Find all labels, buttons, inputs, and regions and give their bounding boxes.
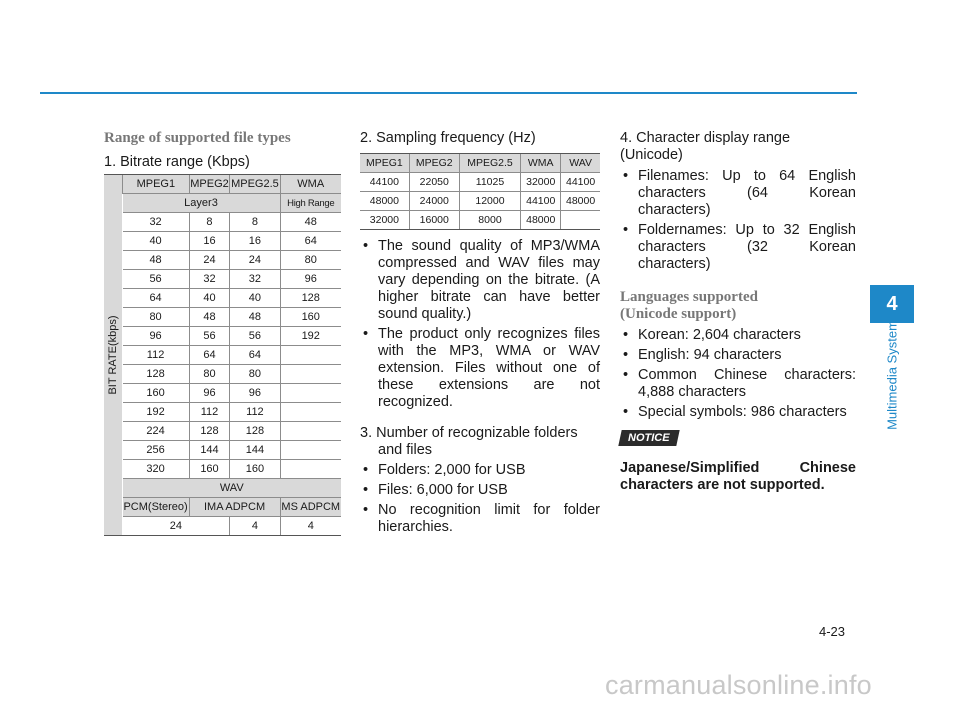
- wav-header-cell: PCM(Stereo): [123, 498, 190, 517]
- table-row: [104, 365, 341, 384]
- bitrate-cell: 80: [230, 365, 280, 384]
- bitrate-table-wrap: [104, 174, 341, 536]
- bitrate-cell: [280, 346, 341, 365]
- sampling-notes-list: [360, 238, 600, 411]
- high-range-label: High Range: [280, 194, 341, 213]
- table-row: [104, 251, 341, 270]
- table-row: [104, 270, 341, 289]
- table-row: [104, 403, 341, 422]
- bitrate-cell: 8: [189, 213, 230, 232]
- table-row: [360, 211, 600, 230]
- bitrate-cell: 32: [189, 270, 230, 289]
- sampling-cell: 16000: [409, 211, 459, 230]
- table-row: [104, 422, 341, 441]
- bitrate-cell: 56: [123, 270, 190, 289]
- bitrate-cell: 160: [280, 308, 341, 327]
- list-item: • Common Chinese characters: 4,888 characters: [620, 367, 856, 401]
- wav-value-cell: 24: [123, 517, 230, 536]
- column-characters: [620, 130, 856, 494]
- bitrate-cell: 48: [189, 308, 230, 327]
- folders-title-line2: and files: [378, 442, 433, 458]
- layer-label: Layer3: [123, 194, 281, 213]
- bitrate-cell: 24: [189, 251, 230, 270]
- column-sampling: [360, 130, 600, 539]
- bitrate-cell: 48: [230, 308, 280, 327]
- sampling-cell: 48000: [360, 192, 409, 211]
- bitrate-header-cell: MPEG2.5: [230, 175, 280, 194]
- list-item: • Special symbols: 986 characters: [620, 404, 856, 421]
- bitrate-header-cell: MPEG1: [123, 175, 190, 194]
- table-row: [104, 327, 341, 346]
- bitrate-cell: 40: [230, 289, 280, 308]
- sampling-header-row: [360, 154, 600, 173]
- languages-list: [620, 327, 856, 421]
- sampling-cell: 8000: [459, 211, 521, 230]
- bitrate-cell: [280, 460, 341, 479]
- wav-header-row: [104, 498, 341, 517]
- chapter-title: Multimedia System: [884, 320, 900, 430]
- bitrate-cell: 24: [230, 251, 280, 270]
- notice-text: Japanese/Simplified Chinese characters are not supported.: [620, 460, 856, 493]
- page-number: 4-23: [819, 624, 846, 639]
- bitrate-cell: 64: [123, 289, 190, 308]
- sampling-cell: 32000: [521, 173, 561, 192]
- bitrate-cell: 56: [230, 327, 280, 346]
- bitrate-cell: 96: [123, 327, 190, 346]
- bitrate-cell: 48: [280, 213, 341, 232]
- sampling-table: [360, 153, 600, 230]
- wav-header-cell: IMA ADPCM: [189, 498, 280, 517]
- bitrate-cell: 64: [189, 346, 230, 365]
- notice-badge: [618, 430, 679, 446]
- bitrate-header-cell: WMA: [280, 175, 341, 194]
- bitrate-cell: 160: [189, 460, 230, 479]
- table-row: [104, 213, 341, 232]
- list-item: • The product only recognizes files with the MP3, WMA or WAV extension. Files without one of these extensions are not recognized.: [360, 326, 600, 411]
- folders-list: [360, 462, 600, 536]
- table-row: [360, 192, 600, 211]
- sampling-cell: [561, 211, 600, 230]
- bitrate-subtitle: 1. Bitrate range (Kbps): [104, 154, 250, 170]
- wav-value-cell: 4: [280, 517, 341, 536]
- bitrate-cell: 320: [123, 460, 190, 479]
- bitrate-side-label: BIT RATE(kbps): [107, 315, 119, 395]
- bitrate-cell: [280, 441, 341, 460]
- sampling-cell: 48000: [561, 192, 600, 211]
- bitrate-cell: 192: [123, 403, 190, 422]
- sampling-cell: 22050: [409, 173, 459, 192]
- sampling-subtitle: 2. Sampling frequency (Hz): [360, 130, 536, 146]
- bitrate-cell: 16: [189, 232, 230, 251]
- bitrate-cell: 128: [123, 365, 190, 384]
- bitrate-cell: 40: [189, 289, 230, 308]
- bitrate-cell: 224: [123, 422, 190, 441]
- bitrate-cell: 128: [189, 422, 230, 441]
- sampling-cell: 24000: [409, 192, 459, 211]
- list-item: • English: 94 characters: [620, 347, 856, 364]
- sampling-cell: 11025: [459, 173, 521, 192]
- bitrate-cell: [280, 384, 341, 403]
- languages-title-line2: (Unicode support): [620, 306, 737, 322]
- bitrate-table: [104, 174, 341, 536]
- bitrate-header-row: [104, 175, 341, 194]
- table-row: [104, 441, 341, 460]
- chapter-tab: [870, 285, 914, 323]
- list-item: • Filenames: Up to 64 English characters (64 Korean characters): [620, 168, 856, 219]
- wav-header-cell: MS ADPCM: [280, 498, 341, 517]
- bitrate-cell: 112: [189, 403, 230, 422]
- char-range-subtitle: 4. Character display range (Unicode): [620, 130, 791, 163]
- bitrate-cell: [280, 403, 341, 422]
- sampling-cell: 32000: [360, 211, 409, 230]
- bitrate-cell: 48: [123, 251, 190, 270]
- bitrate-cell: 64: [280, 232, 341, 251]
- wav-values-row: [104, 517, 341, 536]
- bitrate-cell: 80: [123, 308, 190, 327]
- bitrate-side-label-cell: [104, 175, 123, 536]
- header-rule: [40, 92, 857, 94]
- bitrate-cell: 80: [280, 251, 341, 270]
- list-item: • No recognition limit for folder hierarchies.: [360, 502, 600, 536]
- bitrate-cell: 256: [123, 441, 190, 460]
- folders-title-line1: 3. Number of recognizable folders: [360, 425, 578, 441]
- char-range-list: [620, 168, 856, 273]
- bitrate-cell: 128: [280, 289, 341, 308]
- sampling-header-cell: MPEG2.5: [459, 154, 521, 173]
- wav-value-cell: 4: [230, 517, 280, 536]
- bitrate-header-cell: MPEG2: [189, 175, 230, 194]
- sampling-header-cell: WAV: [561, 154, 600, 173]
- bitrate-cell: 128: [230, 422, 280, 441]
- sampling-cell: 48000: [521, 211, 561, 230]
- sampling-header-cell: MPEG2: [409, 154, 459, 173]
- sampling-cell: 44100: [360, 173, 409, 192]
- list-item: • Korean: 2,604 characters: [620, 327, 856, 344]
- table-row: [104, 308, 341, 327]
- bitrate-subheader-row: [104, 194, 341, 213]
- table-row: [104, 346, 341, 365]
- bitrate-cell: 160: [230, 460, 280, 479]
- sampling-cell: 12000: [459, 192, 521, 211]
- bitrate-cell: [280, 365, 341, 384]
- bitrate-cell: 96: [189, 384, 230, 403]
- section-title-file-types: Range of supported file types: [104, 130, 291, 146]
- bitrate-cell: 96: [230, 384, 280, 403]
- chapter-number: 4: [886, 292, 898, 315]
- bitrate-cell: [280, 422, 341, 441]
- bitrate-cell: 192: [280, 327, 341, 346]
- sampling-cell: 44100: [521, 192, 561, 211]
- list-item: • Files: 6,000 for USB: [360, 482, 600, 499]
- column-file-types: [104, 130, 341, 532]
- notice-label: NOTICE: [628, 432, 670, 444]
- watermark-text: carmanualsonline.info: [605, 670, 872, 700]
- sampling-cell: 44100: [561, 173, 600, 192]
- list-item: • The sound quality of MP3/WMA compressed and WAV files may vary depending on the bitrate. (A higher bitrate can have better sound quality.): [360, 238, 600, 323]
- wav-label-row: [104, 479, 341, 498]
- table-row: [104, 384, 341, 403]
- bitrate-cell: 32: [123, 213, 190, 232]
- sampling-header-cell: MPEG1: [360, 154, 409, 173]
- bitrate-cell: 32: [230, 270, 280, 289]
- table-row: [104, 289, 341, 308]
- bitrate-cell: 80: [189, 365, 230, 384]
- bitrate-cell: 8: [230, 213, 280, 232]
- list-item: • Foldernames: Up to 32 English characters (32 Korean characters): [620, 222, 856, 273]
- table-row: [104, 460, 341, 479]
- bitrate-cell: 64: [230, 346, 280, 365]
- bitrate-cell: 40: [123, 232, 190, 251]
- table-row: [360, 173, 600, 192]
- bitrate-cell: 56: [189, 327, 230, 346]
- bitrate-cell: 96: [280, 270, 341, 289]
- bitrate-cell: 16: [230, 232, 280, 251]
- bitrate-cell: 144: [189, 441, 230, 460]
- table-row: [104, 232, 341, 251]
- languages-title-line1: Languages supported: [620, 289, 758, 305]
- bitrate-cell: 112: [230, 403, 280, 422]
- bitrate-cell: 160: [123, 384, 190, 403]
- wav-label: WAV: [123, 479, 342, 498]
- list-item: • Folders: 2,000 for USB: [360, 462, 600, 479]
- bitrate-cell: 144: [230, 441, 280, 460]
- bitrate-cell: 112: [123, 346, 190, 365]
- sampling-header-cell: WMA: [521, 154, 561, 173]
